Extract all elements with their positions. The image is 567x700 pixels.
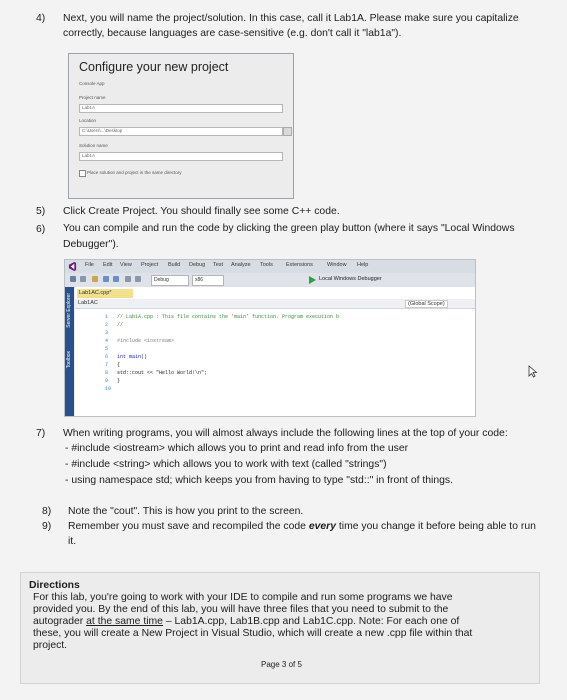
solution-name-input[interactable] <box>79 152 283 161</box>
side-tool-tabs <box>65 287 74 416</box>
step5-line1: Click Create Project. You should finally see some C++ code. <box>63 206 340 217</box>
menu-view[interactable]: View <box>120 262 132 268</box>
same-directory-checkbox[interactable] <box>79 170 86 177</box>
code-brace-line: } <box>117 378 121 384</box>
directions-text: autograder <box>33 616 87 627</box>
configure-project-dialog <box>68 53 294 199</box>
directions-line: For this lab, you're going to work with your IDE to compile and run some programs we have <box>33 592 453 603</box>
step7-bullet: - #include <string> which allows you to work with text (called "strings") <box>65 459 387 470</box>
menu-extensions[interactable]: Extensions <box>286 262 313 268</box>
code-include-line: #include <iostream> <box>117 338 175 344</box>
line-number: 5 <box>105 346 109 352</box>
code-cout-line: std::cout << "Hello World!\n"; <box>117 370 208 376</box>
menu-file[interactable]: File <box>85 262 94 268</box>
menu-edit[interactable]: Edit <box>103 262 113 268</box>
toolbar <box>65 273 475 288</box>
solution-name-label: Solution name <box>79 143 108 148</box>
step9-line1 <box>68 520 536 534</box>
undo-icon[interactable] <box>125 276 131 282</box>
back-icon[interactable] <box>70 276 76 282</box>
code-comment-line: // <box>117 322 124 328</box>
page-number: Page 3 of 5 <box>261 660 302 669</box>
file-tab-label: Lab1AC.cpp* <box>79 290 112 296</box>
browse-button[interactable] <box>283 127 292 136</box>
line-number: 1 <box>105 314 109 320</box>
step7-bullet: - #include <iostream> which allows you to print and read info from the user <box>65 443 409 454</box>
step-number: 4) <box>36 13 46 24</box>
step7-bullet: - using namespace std; which keeps you from having to type "std::" in front of things. <box>65 475 453 486</box>
location-label: Location <box>79 118 97 123</box>
checkbox-label: Place solution and project in the same directory <box>87 170 182 175</box>
template-label: Console App <box>79 81 105 86</box>
directions-line <box>33 616 459 628</box>
platform-dropdown[interactable]: x86 <box>192 275 224 286</box>
new-item-icon[interactable] <box>92 276 98 282</box>
menu-bar <box>65 260 475 273</box>
directions-line: provided you. By the end of this lab, you will have three files that you need to submit to the <box>33 604 449 615</box>
visual-studio-logo-icon <box>68 262 77 271</box>
step7-line1: When writing programs, you will almost always include the following lines at the top of your code: <box>63 428 508 439</box>
code-brace-line: { <box>117 362 121 368</box>
step-number: 6) <box>36 224 46 235</box>
step9-emphasis: every <box>308 521 337 532</box>
config-dropdown[interactable]: Debug <box>151 275 189 286</box>
directions-line: project. <box>33 640 68 651</box>
step-number: 5) <box>36 206 46 217</box>
step9-text: Remember you must save and recompiled the code <box>68 521 309 532</box>
directions-box <box>20 572 540 684</box>
line-number: 8 <box>105 370 109 376</box>
menu-debug[interactable]: Debug <box>189 262 206 268</box>
run-debugger-button[interactable]: Local Windows Debugger <box>319 276 382 282</box>
play-icon[interactable] <box>309 276 316 284</box>
directions-title: Directions <box>29 580 80 591</box>
project-name-label: Project name <box>79 95 106 100</box>
line-number: 4 <box>105 338 109 344</box>
line-number: 6 <box>105 354 109 360</box>
step9-line2: it. <box>68 536 77 547</box>
code-editor[interactable] <box>75 287 475 416</box>
line-number: 10 <box>105 386 112 392</box>
mouse-cursor-icon <box>528 365 538 378</box>
location-value: C:\Users\...\Desktop <box>82 128 123 133</box>
line-number: 7 <box>105 362 109 368</box>
directions-line: these, you will create a New Project in Visual Studio, which will create a new .cpp file within that <box>33 628 473 639</box>
directions-underlined: at the same time <box>86 616 163 627</box>
step6-line2: Debugger"). <box>63 239 119 250</box>
menu-project[interactable]: Project <box>141 262 159 268</box>
step8-line1: Note the "cout". This is how you print to the screen. <box>68 506 304 517</box>
code-main-line: int main() <box>117 354 148 360</box>
dialog-title: Configure your new project <box>79 60 229 74</box>
menu-analyze[interactable]: Analyze <box>231 262 251 268</box>
save-icon[interactable] <box>103 276 109 282</box>
line-number: 3 <box>105 330 109 336</box>
directions-text: – Lab1A.cpp, Lab1B.cpp and Lab1C.cpp. Note: For each one of <box>162 616 460 627</box>
file-tab[interactable] <box>77 289 133 298</box>
menu-help[interactable]: Help <box>357 262 369 268</box>
save-all-icon[interactable] <box>113 276 119 282</box>
server-explorer-tab[interactable]: Server Explorer <box>66 293 72 328</box>
redo-icon[interactable] <box>135 276 141 282</box>
project-name-input[interactable] <box>79 104 283 113</box>
toolbox-tab[interactable]: Toolbox <box>66 351 72 369</box>
step-number: 9) <box>42 521 52 532</box>
navigation-bar <box>75 299 475 309</box>
step4-line2: correctly, because languages are case-sensitive (e.g. don't call it "lab1a"). <box>63 28 402 39</box>
step9-text: time you change it before being able to run <box>336 521 536 532</box>
step-number: 7) <box>36 428 46 439</box>
menu-tools[interactable]: Tools <box>260 262 273 268</box>
forward-icon[interactable] <box>80 276 86 282</box>
nav-project-dropdown[interactable]: Lab1AC <box>78 300 98 306</box>
step-number: 8) <box>42 506 52 517</box>
code-comment-line: // Lab1A.cpp : This file contains the 'main' function. Program execution b <box>117 314 340 320</box>
solution-name-value: Lab1A <box>82 153 96 158</box>
menu-window[interactable]: Window <box>327 262 347 268</box>
line-number: 9 <box>105 378 109 384</box>
location-input[interactable] <box>79 127 283 136</box>
menu-test[interactable]: Test <box>213 262 224 268</box>
step4-line1: Next, you will name the project/solution. In this case, call it Lab1A. Please make sure you capitalize <box>63 13 519 24</box>
step6-line1: You can compile and run the code by clicking the green play button (where it says "Local Windows <box>63 223 515 234</box>
scope-dropdown[interactable]: (Global Scope) <box>405 300 448 308</box>
project-name-value: Lab1A <box>82 105 96 110</box>
visual-studio-screenshot <box>64 259 476 417</box>
line-number: 2 <box>105 322 109 328</box>
menu-build[interactable]: Build <box>168 262 181 268</box>
